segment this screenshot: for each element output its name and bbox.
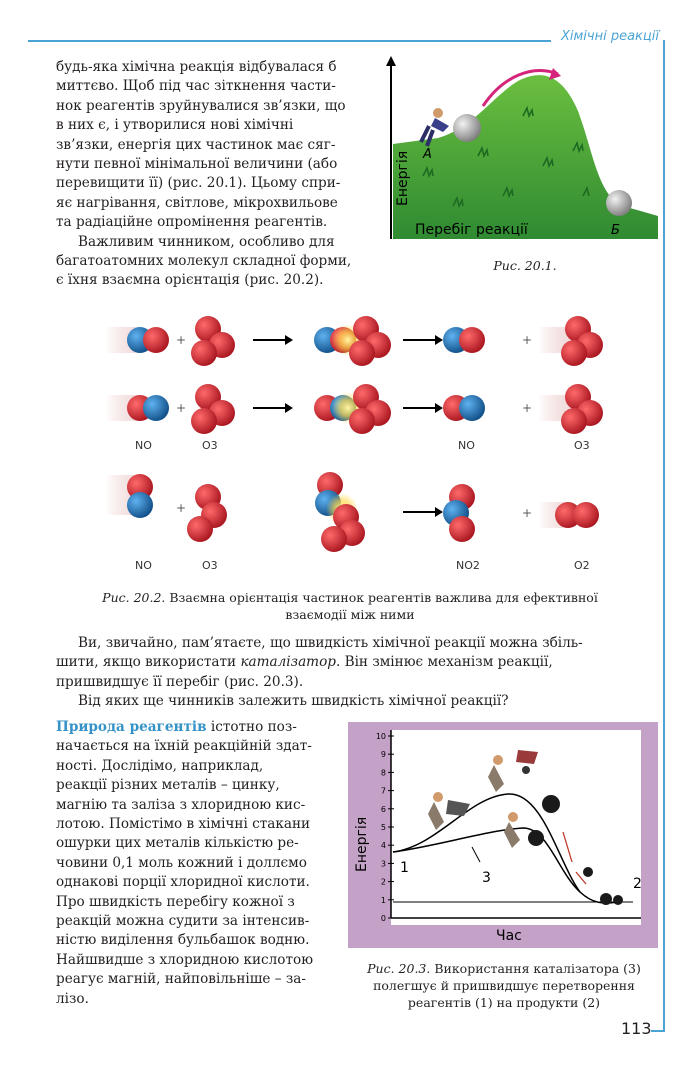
text-line: в них є, і утворилися нові хімічні (56, 117, 294, 134)
fig-20-2-caption (55, 589, 645, 623)
caption-label: Рис. 20.2. (102, 590, 166, 605)
y-tick-label: 0 (380, 914, 386, 923)
text-line: та радіаційне опромінення реагентів. (56, 214, 328, 231)
label-no: NO (135, 559, 152, 572)
text-line: Найшвидше з хлоридною кислотою (56, 951, 314, 968)
text-line: лотою. Помістімо в хімічні стакани (56, 816, 311, 833)
x-axis-label: Час (496, 928, 522, 944)
text-line: Від яких ще чинників залежить швидкість хімічної реакції? (78, 693, 509, 710)
row-2 (105, 384, 603, 452)
label-no: NO (135, 439, 152, 452)
catalyst-paragraph (56, 634, 656, 712)
text-line: Ви, звичайно, пам’ятаєте, що швидкість хімічної реакції можна збіль- (78, 635, 583, 651)
text-line: ністю виділення бульбашок водню. (56, 932, 310, 949)
row-1 (105, 316, 603, 366)
text-line: реакції різних металів – цинку, (56, 777, 280, 794)
label-o3: O3 (574, 439, 590, 452)
text-line: пришвидшує її перебіг (рис. 20.3). (56, 673, 304, 690)
label-no2: NO2 (456, 559, 480, 572)
y-tick-label: 9 (380, 750, 386, 760)
intro-paragraph (56, 58, 369, 291)
text-line: човини 0,1 моль кожний і доллємо (56, 854, 307, 871)
text-line: перевищити її) (рис. 20.1). Цьому спри- (56, 175, 341, 192)
text-line: Природа реагентів істотно поз- (56, 719, 297, 735)
label-o2: O2 (574, 559, 590, 572)
svg-text:+: + (522, 401, 533, 415)
caption-text: Взаємна орієнтація частинок реагентів важлива для ефективної (169, 590, 598, 605)
y-tick-label: 8 (380, 768, 386, 778)
svg-text:+: + (176, 333, 187, 347)
text-line: начається на їхній реакційній здат- (56, 738, 312, 755)
y-tick-label: 4 (380, 841, 386, 851)
text-line: будь-яка хімічна реакція відбувалася б (56, 59, 337, 75)
row-3 (105, 472, 599, 572)
page-number: 113 (621, 1019, 652, 1038)
reagent-nature-paragraph (56, 718, 330, 1009)
header-rule (28, 40, 551, 42)
fig-20-1-caption: Рис. 20.1. (493, 258, 557, 273)
text-line: лізо. (56, 990, 89, 1007)
text-line: реакцій можна судити за інтенсив- (56, 913, 310, 930)
text-line: Важливим чинником, особливо для (78, 233, 335, 250)
boulder-a (453, 114, 481, 142)
text-line: зв’язки, енергія цих частинок має сяг- (56, 136, 336, 153)
text-line: ошурки цих металів кількістю ре- (56, 835, 299, 852)
curve-label-1: 1 (400, 860, 409, 876)
fig-20-3-caption: Рис. 20.3. Використання каталізатора (3) полегшує й пришвидшує перетворення реагентів (1) на продукти (2) (367, 961, 641, 1010)
curve-label-2: 2 (633, 876, 642, 892)
y-axis-label: Енергія (354, 816, 370, 872)
y-tick-label: 5 (380, 823, 386, 832)
y-tick-label: 1 (380, 895, 386, 905)
y-axis-label: Енергія (395, 150, 411, 206)
curve-label-3: 3 (482, 870, 491, 886)
y-tick-label: 7 (380, 786, 386, 796)
svg-text:+: + (176, 401, 187, 415)
label-o3: O3 (202, 559, 218, 572)
x-axis-label: Перебіг реакції (415, 222, 528, 238)
svg-text:+: + (522, 506, 533, 520)
text-line: однакові порції хлоридної кислоти. (56, 874, 310, 891)
side-rule (663, 40, 665, 1030)
y-tick-label: 3 (380, 859, 386, 869)
point-b-label: Б (611, 223, 620, 238)
text-line: реагує магній, найповільніше – за- (56, 971, 306, 988)
svg-text:+: + (176, 501, 187, 515)
caption-text: взаємодії між ними (285, 607, 415, 622)
label-no: NO (458, 439, 475, 452)
text-line: Про швидкість перебігу кожної з (56, 893, 295, 910)
figure-20-3 (348, 722, 658, 948)
text-line: ності. Дослідімо, наприклад, (56, 757, 264, 774)
y-tick-label: 2 (380, 877, 386, 887)
text-line: яє нагрівання, світлове, мікрохвильове (56, 194, 338, 211)
figure-20-1 (383, 56, 658, 241)
point-a-label: А (423, 147, 432, 162)
text-line: шити, якщо використати каталізатор. Він змінює механізм реакції, (56, 654, 553, 671)
boulder-b (606, 190, 632, 216)
svg-text:+: + (522, 333, 533, 347)
term-reagent-nature: Природа реагентів (56, 719, 207, 735)
running-header: Хімічні реакції (560, 29, 659, 44)
y-tick-label: 10 (375, 732, 386, 741)
side-rule-tick (651, 1030, 665, 1032)
figure-20-2 (90, 307, 635, 582)
text-line: нок реагентів зруйнувалися зв’язки, що (56, 97, 346, 114)
text-line: багатоатомних молекул складної форми, (56, 253, 352, 270)
text-line: миттєво. Щоб під час зіткнення части- (56, 78, 336, 95)
text-line: є їхня взаємна орієнтація (рис. 20.2). (56, 272, 324, 289)
caption-label: Рис. 20.3. (367, 961, 431, 976)
text-line: магнію та заліза з хлоридною кис- (56, 796, 306, 813)
text-line: нути певної мінімальної величини (або (56, 156, 338, 173)
catalyst-term: каталізатор (240, 654, 336, 671)
y-tick-label: 6 (380, 804, 386, 814)
label-o3: O3 (202, 439, 218, 452)
